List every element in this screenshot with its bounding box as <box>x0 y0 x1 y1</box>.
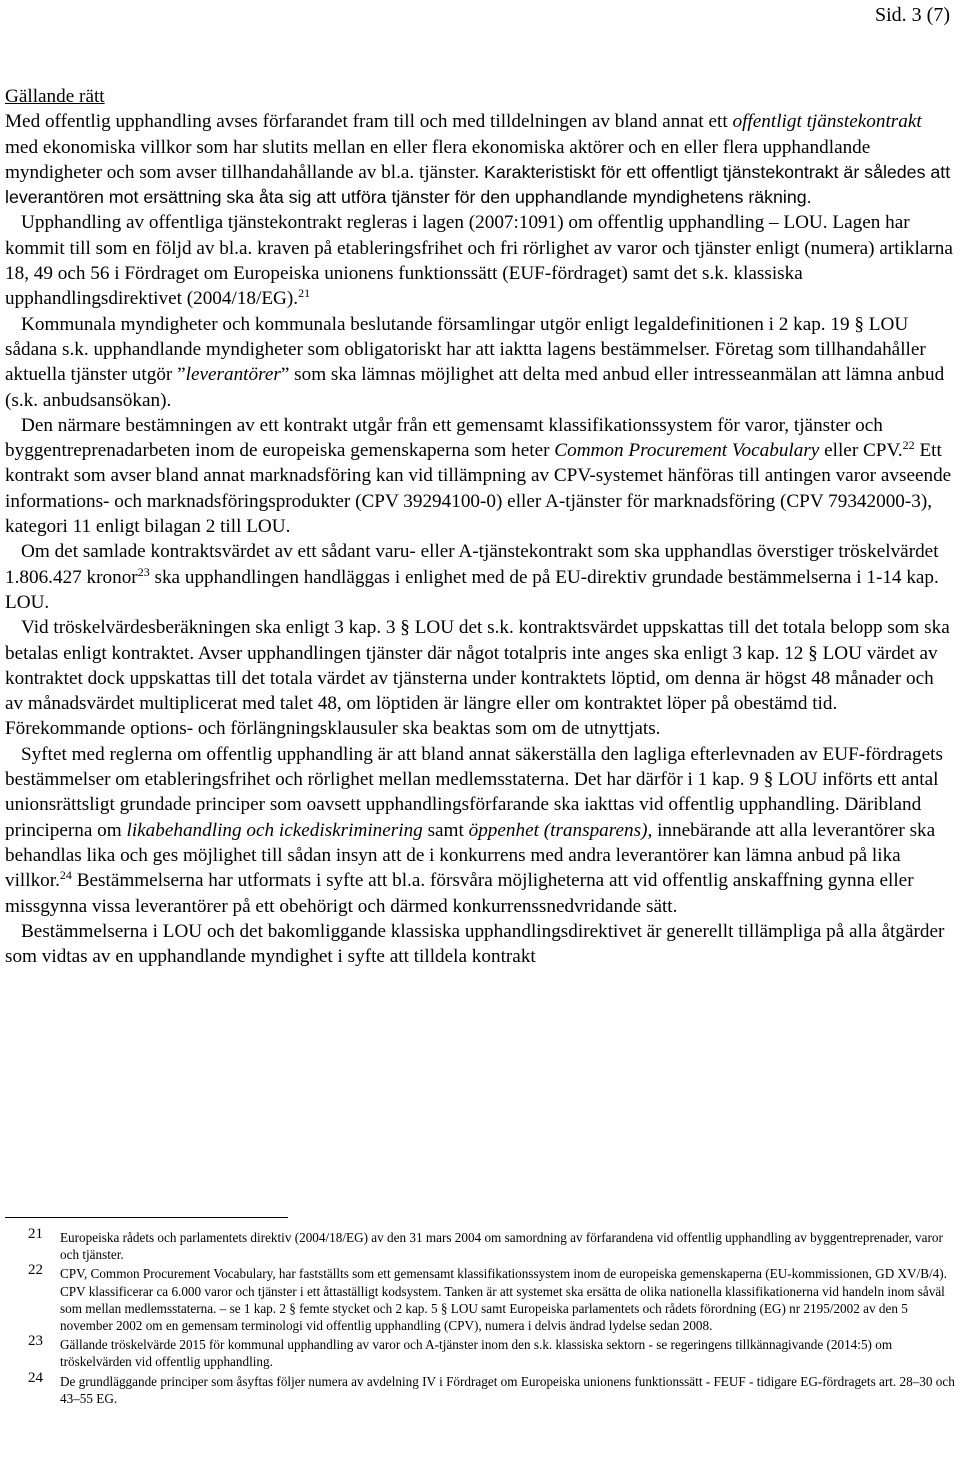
text-run: Om det samlade kontraktsvärdet av ett sådant varu- eller A-tjänstekontrakt som ska upphandlas överstiger tröskelvärdet 1.806.427 kronor <box>5 541 939 588</box>
text-run: ska upphandlingen handläggas i enlighet med de på EU-direktiv grundade bestämmelserna i 1-14 kap. LOU. <box>5 566 939 613</box>
text-run: samt <box>422 819 469 841</box>
footnote <box>28 1369 956 1407</box>
text-run: Kommunala myndigheter och kommunala beslutande församlingar utgör enligt legaldefinitionen i 2 kap. 19 § LOU sådana s.k. upphandlande myndigheter som obligatoriskt har att iaktta lagens bestämmelser. Företag som tillhandahåller aktuella tjänster utgör ” <box>5 313 926 386</box>
footnote-text: Gällande tröskelvärde 2015 för kommunal upphandling av varor och A-tjänster inom den s.k. klassiska sektorn - se regeringens tillkännagivande (2014:5) om tröskelvärden vid offentlig upphandling. <box>60 1337 893 1370</box>
footnote-text: CPV, Common Procurement Vocabulary, har fastställts som ett gemensamt klassifikationssystem inom de europeiska gemenskaperna (EU-kommissionen, GD XV/B/4). CPV klassificerar ca 6.000 varor och tjänster i ett åttaställigt kodsystem. Tanken är att systemet ska ersätta de olika nationella klassifikationerna vid handeln inom såväl som mellan medlemsstaterna. – se 1 kap. 2 § femte stycket och 2 kap. 5 § LOU samt Europeiska parlamentets och rådets förordning (EG) nr 2195/2002 av den 5 november 2002 om en gemensam terminologi vid offentlig upphandling (CPV), numera i delvis ändrad lydelse sedan 2008. <box>60 1266 947 1334</box>
text-run: Bestämmelserna i LOU och det bakomliggande klassiska upphandlingsdirektivet är generellt tillämpliga på alla åtgärder som vidtas av en upphandlande myndighet i syfte att tilldela kontrakt <box>5 920 945 968</box>
italic-term: leverantörer <box>185 364 281 386</box>
paragraph <box>5 413 955 539</box>
footnote-number: 24 <box>28 1369 43 1386</box>
paragraph <box>5 539 955 615</box>
text-run: Med offentlig upphandling avses förfarandet fram till och med tilldelningen av bland annat ett <box>5 111 733 133</box>
footnote-ref: 23 <box>137 564 150 579</box>
text-run: Ett kontrakt som avser bland annat marknadsföring kan vid tillämpning av CPV-systemet hänföras till antingen varor avseende informations- och marknadsföringsprodukter (CPV 39294100-0) eller A-tjänster för marknadsföring (CPV 79342000-3), kategori 11 enligt bilagan 2 till LOU. <box>5 440 952 538</box>
footnote <box>28 1226 956 1263</box>
paragraph <box>5 109 955 210</box>
paragraph <box>5 210 955 311</box>
footnote-text: Europeiska rådets och parlamentets direktiv (2004/18/EG) av den 31 mars 2004 om samordning av förfarandena vid offentlig upphandling av byggentreprenader, varor och tjänster. <box>60 1230 943 1263</box>
text-run: Upphandling av offentliga tjänstekontrakt regleras i lagen (2007:1091) om offentlig upphandling – LOU. Lagen har kommit till som en följd av bl.a. kraven på etableringsfrihet och fri rörlighet av varor och tjänster enligt (numera) artiklarna 18, 49 och 56 i Fördraget om Europeiska unionens funktionssätt (EUF-fördraget) samt det s.k. klassiska upphandlingsdirektivet (2004/18/EG). <box>5 212 953 310</box>
paragraph <box>5 742 955 919</box>
text-run: ” som ska lämnas möjlighet att delta med anbud eller intresseanmälan att lämna anbud (s.k. anbudsansökan). <box>5 364 945 411</box>
footnote-number: 21 <box>28 1226 43 1242</box>
section-title: Gällande rätt <box>5 86 105 107</box>
paragraph-list <box>5 109 955 969</box>
paragraph <box>5 312 955 413</box>
page-number: Sid. 3 (7) <box>875 4 950 26</box>
text-run: Vid tröskelvärdesberäkningen ska enligt 3 kap. 3 § LOU det s.k. kontraktsvärdet uppskattas till det totala belopp som ska betalas enligt kontraktet. Avser upphandlingen tjänster där något totalpris inte anges ska enligt 3 kap. 12 § LOU värdet av kontraktet dock uppskattas till det totala värdet av tjänsterna under kontraktets löptid, om denna är högst 48 månader och av månadsvärdet multiplicerat med talet 48, om löptiden är längre eller om kontraktet löper på obestämd tid. Förekommande options- och förlängningsklausuler ska beaktas som om de utnyttjats. <box>5 617 950 740</box>
footnote-text: De grundläggande principer som åsyftas följer numera av avdelning IV i Fördraget om Europeiska unionens funktionssätt - FEUF - tidigare EG-fördragets art. 28–30 och 43–55 EG. <box>60 1373 955 1406</box>
footnote <box>28 1262 956 1334</box>
document-body <box>5 84 955 969</box>
footnote-number: 23 <box>28 1333 43 1350</box>
footnote-ref: 22 <box>902 438 915 453</box>
italic-term: offentligt tjänstekontrakt <box>732 111 922 133</box>
paragraph <box>5 919 955 970</box>
text-run: eller CPV. <box>819 440 903 462</box>
footnote-separator <box>5 1217 288 1218</box>
italic-term: Common Procurement Vocabulary <box>554 440 820 462</box>
sans-text: Karakteristiskt för ett offentligt tjänstekontrakt är således att leverantören mot ersättning ska åta sig att utföra tjänster för den upphandlande myndighetens räkning. <box>5 161 951 208</box>
italic-term: öppenhet (transparens), <box>468 819 653 841</box>
paragraph <box>5 615 955 741</box>
footnote <box>28 1333 956 1370</box>
text-run: innebärande att alla leverantörer ska behandlas lika och ges möjlighet till sådan insyn att de i konkurrens med andra leverantörer kan lämna anbud på lika villkor. <box>5 819 936 892</box>
text-run: Den närmare bestämningen av ett kontrakt utgår från ett gemensamt klassifikationssystem för varor, tjänster och byggentreprenadarbeten inom de europeiska gemenskaperna som heter <box>5 414 883 462</box>
footnote-ref: 21 <box>298 286 311 301</box>
text-run: Syftet med reglerna om offentlig upphandling är att bland annat säkerställa den lagliga efterlevnaden av EUF-fördragets bestämmelser om etableringsfrihet och rörlighet mellan medlemsstaterna. Det har därför i 1 kap. 9 § LOU införts ett antal unionsrättsligt grundade principer som oavsett upphandlingsförfarande ska iakttas vid offentlig upphandling. Däribland principerna om <box>5 743 943 841</box>
footnote-ref: 24 <box>59 868 72 883</box>
text-run: med ekonomiska villkor som har slutits mellan en eller flera ekonomiska aktörer och en eller flera upphandlande myndigheter och som avser tillhandahållande av bl.a. tjänster. <box>5 136 871 183</box>
footnote-number: 22 <box>28 1262 43 1279</box>
text-run: Bestämmelserna har utformats i syfte att bl.a. försvåra möjligheterna att vid offentlig anskaffning gynna eller missgynna vissa leverantörer på ett obehörigt och därmed konkurrenssnedvridande sätt. <box>5 870 914 917</box>
italic-term: likabehandling och ickediskriminering <box>126 819 423 841</box>
footnotes <box>28 1226 956 1409</box>
